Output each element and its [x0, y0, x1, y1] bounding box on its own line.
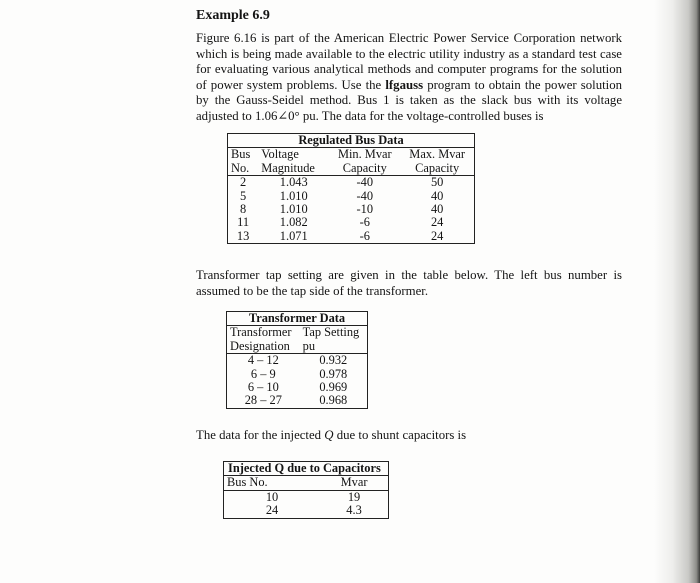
intro-paragraph: [196, 31, 622, 125]
cell-designation: 6 – 10: [247, 380, 279, 395]
table-row: [224, 490, 389, 504]
cell-bus: 5: [240, 188, 247, 203]
cell-voltage: 1.082: [279, 215, 308, 230]
header-max-capacity: Capacity: [400, 162, 474, 176]
header-max-mvar: Max. Mvar: [409, 147, 466, 162]
capacitor-table-title: Injected Q due to Capacitors: [224, 462, 389, 476]
cell-bus: 8: [240, 202, 247, 217]
cell-tap: 0.978: [319, 366, 348, 381]
header-bus: Bus: [231, 147, 251, 162]
cell-min: -40: [356, 188, 374, 203]
cell-min: -6: [359, 215, 370, 230]
regulated-bus-table: [227, 133, 475, 244]
cell-max: 50: [430, 175, 444, 190]
cell-bus: 11: [237, 215, 250, 230]
cell-bus: 13: [236, 228, 250, 243]
header-min-mvar: Min. Mvar: [337, 147, 392, 162]
table-row: [228, 203, 475, 216]
transformer-table-title: Transformer Data: [227, 312, 368, 326]
table-header-row: [227, 340, 368, 354]
cell-voltage: 1.010: [279, 188, 308, 203]
capacitor-text-before: The data for the injected: [196, 428, 325, 442]
cell-voltage: 1.043: [279, 175, 308, 190]
cell-max: 24: [430, 215, 444, 230]
capacitor-paragraph: [196, 428, 622, 444]
cell-min: -6: [359, 228, 370, 243]
table-row: [228, 176, 475, 190]
table-header-row: [224, 476, 389, 490]
cell-tap: 0.932: [319, 353, 348, 368]
cell-tap: 0.969: [319, 380, 348, 395]
cell-voltage: 1.010: [279, 202, 308, 217]
table-header-row: [228, 148, 475, 162]
header-min-capacity: Capacity: [329, 162, 400, 176]
cell-bus-no: 10: [265, 489, 279, 504]
intro-text-1: Figure 6.16 is part of the American Electric Power Service Corporation network which is being made available to the electric utility industry as a standard test case for evaluating various analytical methods and computer programs for the solution of power system problems. Use the: [196, 31, 622, 92]
header-pu: pu: [300, 340, 368, 354]
table-row: [227, 394, 368, 408]
header-magnitude: Magnitude: [258, 162, 329, 176]
cell-voltage: 1.071: [279, 228, 308, 243]
table-row: [224, 504, 389, 518]
cell-bus-no: 24: [265, 503, 279, 518]
table-row: [228, 190, 475, 203]
cell-designation: 6 – 9: [250, 366, 276, 381]
capacitor-table: [223, 461, 389, 519]
book-spine-shadow: [654, 0, 700, 583]
cell-min: -40: [356, 175, 374, 190]
table-row: [227, 368, 368, 381]
header-bus-no: Bus No.: [224, 476, 321, 490]
header-designation: Designation: [227, 340, 300, 354]
example-heading: Example 6.9: [196, 8, 270, 23]
table-row: [227, 354, 368, 368]
program-name: lfgauss: [385, 77, 424, 92]
cell-designation: 4 – 12: [247, 353, 279, 368]
header-transformer: Transformer: [230, 325, 292, 340]
table-header-row: [228, 162, 475, 176]
header-voltage: Voltage: [261, 147, 299, 162]
q-symbol: Q: [324, 428, 334, 442]
cell-max: 24: [430, 228, 444, 243]
cell-tap: 0.968: [319, 393, 348, 408]
header-tap-setting: Tap Setting: [302, 325, 360, 340]
table-row: [227, 381, 368, 394]
header-mvar: Mvar: [320, 476, 388, 490]
regulated-bus-table-title: Regulated Bus Data: [228, 134, 475, 148]
cell-designation: 28 – 27: [244, 393, 282, 408]
capacitor-text-after: due to shunt capacitors is: [333, 428, 467, 442]
cell-max: 40: [430, 202, 444, 217]
table-row: [228, 230, 475, 244]
header-no: No.: [228, 162, 259, 176]
cell-mvar: 4.3: [346, 503, 362, 518]
table-header-row: [227, 326, 368, 340]
cell-mvar: 19: [347, 489, 361, 504]
transformer-paragraph: Transformer tap setting are given in the table below. The left bus number is assumed to be the tap side of the transformer.: [196, 268, 622, 298]
table-row: [228, 216, 475, 229]
intro-text-2: program to obtain the power solution by the Gauss-Seidel method. Bus 1 is taken as the slack bus with its voltage adjusted to 1.06∠0° pu. The data for the voltage-controlled buses is: [196, 77, 623, 123]
transformer-table: [226, 311, 368, 409]
cell-bus: 2: [240, 175, 247, 190]
cell-max: 40: [430, 188, 444, 203]
cell-min: -10: [356, 202, 374, 217]
